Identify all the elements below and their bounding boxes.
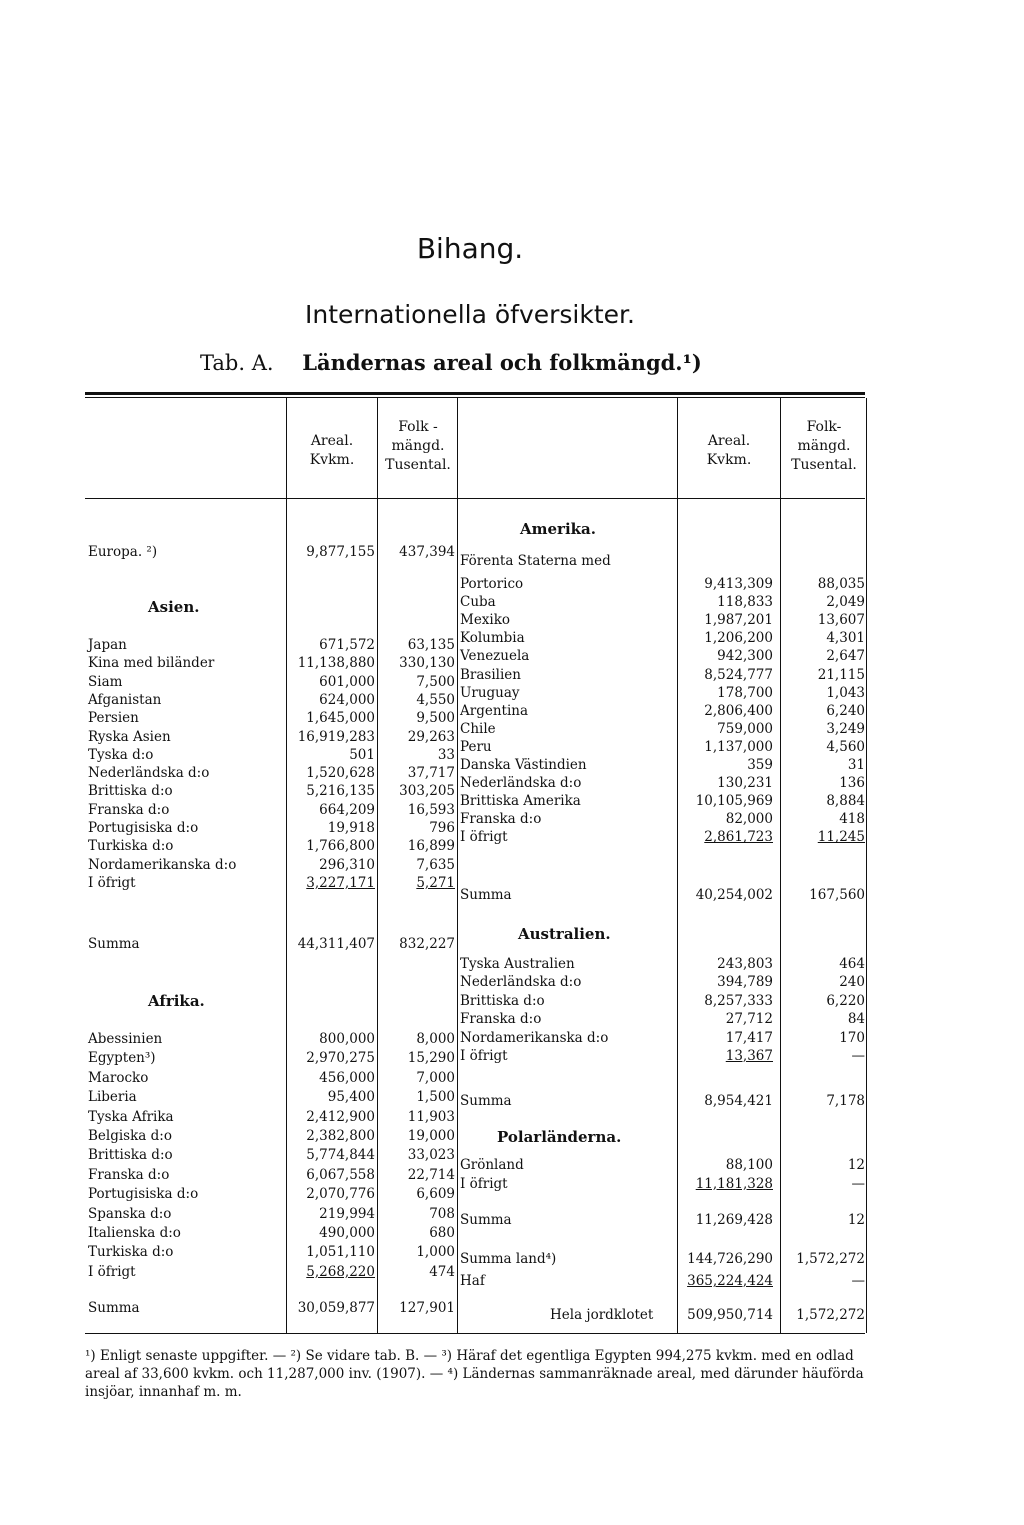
row-label: Uruguay [460, 684, 520, 701]
areal-cell: 8,257,333 [704, 992, 773, 1009]
row-label: Kolumbia [460, 630, 525, 647]
row-label: Franska d:o [88, 1166, 170, 1183]
folk-cell: 4,550 [416, 691, 455, 708]
areal-cell: 2,806,400 [704, 702, 773, 719]
row-label: Brittiska Amerika [460, 793, 581, 810]
row-label: Abessinien [88, 1031, 163, 1047]
row-label: I öfrigt [88, 874, 136, 891]
row-label: Persien [88, 710, 139, 727]
row-label: Egypten³) [88, 1050, 156, 1067]
row-label: Portugisiska d:o [88, 820, 199, 836]
areal-cell: 19,918 [327, 820, 375, 836]
folk-cell: 1,572,272 [796, 1307, 865, 1323]
folk-cell: 796 [429, 820, 455, 836]
areal-cell: 359 [747, 757, 773, 773]
folk-cell: 11,903 [407, 1108, 455, 1125]
row-label: Tyska Afrika [88, 1108, 174, 1125]
folk-cell: 437,394 [399, 544, 455, 560]
areal-cell: 8,524,777 [704, 666, 773, 683]
areal-cell: 501 [349, 746, 375, 763]
header-rule [85, 498, 865, 499]
divider [780, 398, 781, 1333]
areal-cell: 16,919,283 [297, 728, 375, 745]
folk-cell: 2,647 [826, 648, 865, 665]
folk-cell: 16,899 [407, 838, 455, 855]
folk-cell: 474 [429, 1263, 455, 1280]
footnotes: ¹) Enligt senaste uppgifter. — ²) Se vidare tab. B. — ³) Häraf det egentliga Egypten 994,275 kvkm. med en odlad areal af 33,600 kvkm. och 11,287,000 inv. (1907). — ⁴) Ländernas sammanräknade areal, med därunder häuförda insjöar, innanhaf m. m. [85, 1348, 864, 1400]
folk-cell: 2,049 [826, 594, 865, 611]
row-label: I öfrigt [88, 1263, 136, 1280]
divider [866, 398, 867, 1333]
areal-cell: 1,137,000 [704, 738, 773, 755]
folk-cell: 136 [839, 775, 865, 792]
areal-cell: 509,950,714 [687, 1307, 773, 1323]
row-label: Grönland [460, 1157, 524, 1173]
areal-cell: 5,216,135 [306, 783, 375, 800]
top-rule [85, 392, 865, 395]
folk-cell: 680 [429, 1225, 455, 1241]
folk-cell: 21,115 [817, 666, 865, 683]
areal-header: Areal. Kvkm. [309, 433, 355, 468]
areal-cell: 394,789 [717, 974, 773, 991]
areal-cell: 27,712 [725, 1011, 773, 1028]
row-label: Summa [88, 1300, 140, 1316]
folk-cell: 31 [847, 757, 865, 773]
folk-cell: 37,717 [407, 765, 455, 782]
folk-cell: 418 [839, 811, 865, 828]
folk-cell: 29,263 [407, 728, 455, 745]
top-rule-thin [85, 397, 865, 398]
folk-cell: 4,560 [826, 738, 865, 755]
folk-header-right: Folk- mängd. Tusental. [791, 419, 857, 473]
folk-cell: 11,245 [817, 829, 865, 846]
folk-cell: 4,301 [826, 630, 865, 647]
folk-cell: 9,500 [416, 710, 455, 727]
table-label: Tab. A. [200, 351, 274, 375]
areal-cell: 942,300 [717, 648, 773, 665]
areal-cell: 664,209 [319, 801, 375, 818]
row-label: Argentina [460, 702, 529, 719]
polar-heading: Polarländerna. [497, 1128, 622, 1146]
areal-cell: 2,970,275 [306, 1050, 375, 1067]
areal-header-right: Areal. Kvkm. [706, 433, 752, 468]
folk-cell: 16,593 [407, 801, 455, 818]
folk-cell: 7,000 [416, 1069, 455, 1086]
row-label: Franska d:o [88, 801, 170, 818]
areal-cell: 456,000 [319, 1069, 375, 1086]
areal-cell: 2,412,900 [306, 1108, 375, 1125]
row-label: Nederländska d:o [88, 765, 210, 782]
areal-cell: 11,269,428 [695, 1212, 773, 1228]
folk-cell: 167,560 [809, 887, 865, 903]
section-title: Internationella öfversikter. [305, 300, 635, 329]
folk-cell: 240 [839, 974, 865, 991]
areal-cell: 6,067,558 [306, 1166, 375, 1183]
areal-cell: 759,000 [717, 720, 773, 737]
folk-cell: 6,609 [416, 1186, 455, 1203]
row-label: Summa [460, 1212, 512, 1228]
row-label: Nordamerikanska d:o [88, 856, 237, 873]
row-label: Spanska d:o [88, 1205, 172, 1222]
row-label: Siam [88, 673, 123, 690]
table-title [200, 350, 702, 375]
folk-cell: 7,635 [416, 856, 455, 873]
row-label: Ryska Asien [88, 728, 171, 745]
row-label: Franska d:o [460, 811, 542, 828]
row-label: Brittiska d:o [460, 992, 545, 1009]
folk-cell: 63,135 [407, 637, 455, 653]
areal-cell: 5,268,220 [306, 1263, 375, 1280]
folk-cell: — [851, 1175, 865, 1192]
row-label: Turkiska d:o [88, 1244, 174, 1261]
row-label: Japan [88, 637, 127, 653]
row-label: Marocko [88, 1069, 149, 1086]
row-label: Hela jordklotet [550, 1307, 654, 1323]
areal-cell: 671,572 [319, 637, 375, 653]
areal-cell: 1,520,628 [306, 765, 375, 782]
folk-cell: 12 [847, 1157, 865, 1173]
row-label: Peru [460, 738, 492, 755]
row-label: Cuba [460, 594, 496, 611]
row-label: Brasilien [460, 666, 521, 683]
folk-cell: 7,178 [826, 1093, 865, 1109]
areal-cell: 88,100 [725, 1157, 773, 1173]
areal-cell: 82,000 [725, 811, 773, 828]
folk-cell: 84 [847, 1011, 865, 1028]
folk-cell: 1,043 [826, 684, 865, 701]
row-label: Brittiska d:o [88, 1147, 173, 1164]
folk-cell: 303,205 [399, 783, 455, 800]
row-label: Liberia [88, 1089, 137, 1106]
row-label: Italienska d:o [88, 1225, 181, 1241]
row-label: Haf [460, 1273, 485, 1289]
divider [457, 398, 458, 1333]
folk-header: Folk - mängd. Tusental. [385, 419, 451, 473]
row-label: Chile [460, 720, 496, 737]
folk-cell: 1,572,272 [796, 1251, 865, 1267]
folk-cell: 1,000 [416, 1244, 455, 1261]
areal-cell: 601,000 [319, 673, 375, 690]
areal-cell: 624,000 [319, 691, 375, 708]
areal-cell: 219,994 [319, 1205, 375, 1222]
row-label: Belgiska d:o [88, 1128, 172, 1144]
folk-cell: — [851, 1273, 865, 1289]
row-label: Tyska Australien [460, 956, 575, 972]
areal-cell: 243,803 [717, 956, 773, 972]
table-caption: Ländernas areal och folkmängd.¹) [302, 350, 702, 375]
folk-cell: 8,000 [416, 1031, 455, 1047]
areal-cell: 30,059,877 [297, 1300, 375, 1316]
areal-cell: 9,413,309 [704, 576, 773, 592]
areal-cell: 3,227,171 [306, 874, 375, 891]
areal-cell: 130,231 [717, 775, 773, 792]
areal-cell: 9,877,155 [306, 544, 375, 560]
folk-cell: 88,035 [817, 576, 865, 592]
row-label: I öfrigt [460, 829, 508, 846]
folk-cell: 5,271 [416, 874, 455, 891]
folk-cell: 33,023 [407, 1147, 455, 1164]
row-label: Portugisiska d:o [88, 1186, 199, 1203]
row-label: Nederländska d:o [460, 775, 582, 792]
folk-cell: 708 [429, 1205, 455, 1222]
row-label: Summa [88, 936, 140, 952]
row-label: Danska Västindien [460, 757, 587, 773]
areal-cell: 2,382,800 [306, 1128, 375, 1144]
areal-cell: 11,138,880 [297, 655, 375, 672]
areal-cell: 8,954,421 [704, 1093, 773, 1109]
areal-cell: 5,774,844 [306, 1147, 375, 1164]
areal-cell: 17,417 [725, 1029, 773, 1046]
divider [677, 398, 678, 1333]
afrika-heading: Afrika. [148, 992, 205, 1010]
areal-cell: 178,700 [717, 684, 773, 701]
folk-cell: 832,227 [399, 936, 455, 952]
amerika-heading: Amerika. [520, 520, 596, 538]
row-label: Venezuela [460, 648, 530, 665]
row-label: Portorico [460, 576, 524, 592]
asien-heading: Asien. [148, 598, 200, 616]
folk-cell: 127,901 [399, 1300, 455, 1316]
areal-cell: 13,367 [725, 1048, 773, 1064]
row-label: Afganistan [88, 691, 162, 708]
areal-cell: 1,987,201 [704, 612, 773, 629]
folk-cell: 33 [437, 746, 455, 763]
areal-cell: 1,645,000 [306, 710, 375, 727]
folk-cell: 22,714 [407, 1166, 455, 1183]
areal-cell: 144,726,290 [687, 1251, 773, 1267]
folk-cell: 12 [847, 1212, 865, 1228]
divider [377, 398, 378, 1333]
row-label: Mexiko [460, 612, 511, 629]
row-label: Summa [460, 887, 512, 903]
areal-cell: 800,000 [319, 1031, 375, 1047]
row-label: Franska d:o [460, 1011, 542, 1028]
row-label: Turkiska d:o [88, 838, 174, 855]
areal-cell: 44,311,407 [297, 936, 375, 952]
areal-cell: 296,310 [319, 856, 375, 873]
row-label: Summa land⁴) [460, 1251, 557, 1267]
row-label: Europa. ²) [88, 544, 158, 560]
appendix-title: Bihang. [416, 232, 524, 265]
row-label: Tyska d:o [88, 746, 154, 763]
areal-cell: 1,206,200 [704, 630, 773, 647]
row-label: Kina med biländer [88, 655, 215, 672]
folk-cell: — [851, 1048, 865, 1064]
areal-cell: 10,105,969 [695, 793, 773, 810]
areal-cell: 2,070,776 [306, 1186, 375, 1203]
areal-cell: 95,400 [327, 1089, 375, 1106]
areal-cell: 1,051,110 [306, 1244, 375, 1261]
areal-cell: 2,861,723 [704, 829, 773, 846]
folk-cell: 170 [839, 1029, 865, 1046]
folk-cell: 330,130 [399, 655, 455, 672]
areal-cell: 11,181,328 [695, 1175, 773, 1192]
folk-cell: 8,884 [826, 793, 865, 810]
folk-cell: 3,249 [826, 720, 865, 737]
row-label: Summa [460, 1093, 512, 1109]
folk-cell: 15,290 [407, 1050, 455, 1067]
areal-cell: 118,833 [717, 594, 773, 611]
folk-cell: 6,220 [826, 992, 865, 1009]
amerika-note: Förenta Staterna med [460, 553, 611, 569]
australien-heading: Australien. [518, 925, 611, 943]
folk-cell: 1,500 [416, 1089, 455, 1106]
folk-cell: 7,500 [416, 673, 455, 690]
row-label: Nordamerikanska d:o [460, 1029, 609, 1046]
bottom-rule [85, 1333, 865, 1334]
areal-cell: 490,000 [319, 1225, 375, 1241]
areal-cell: 365,224,424 [687, 1273, 773, 1289]
row-label: Nederländska d:o [460, 974, 582, 991]
row-label: Brittiska d:o [88, 783, 173, 800]
folk-cell: 464 [839, 956, 865, 972]
folk-cell: 6,240 [826, 702, 865, 719]
row-label: I öfrigt [460, 1175, 508, 1192]
folk-cell: 13,607 [817, 612, 865, 629]
areal-cell: 40,254,002 [695, 887, 773, 903]
areal-cell: 1,766,800 [306, 838, 375, 855]
folk-cell: 19,000 [407, 1128, 455, 1144]
row-label: I öfrigt [460, 1048, 508, 1064]
